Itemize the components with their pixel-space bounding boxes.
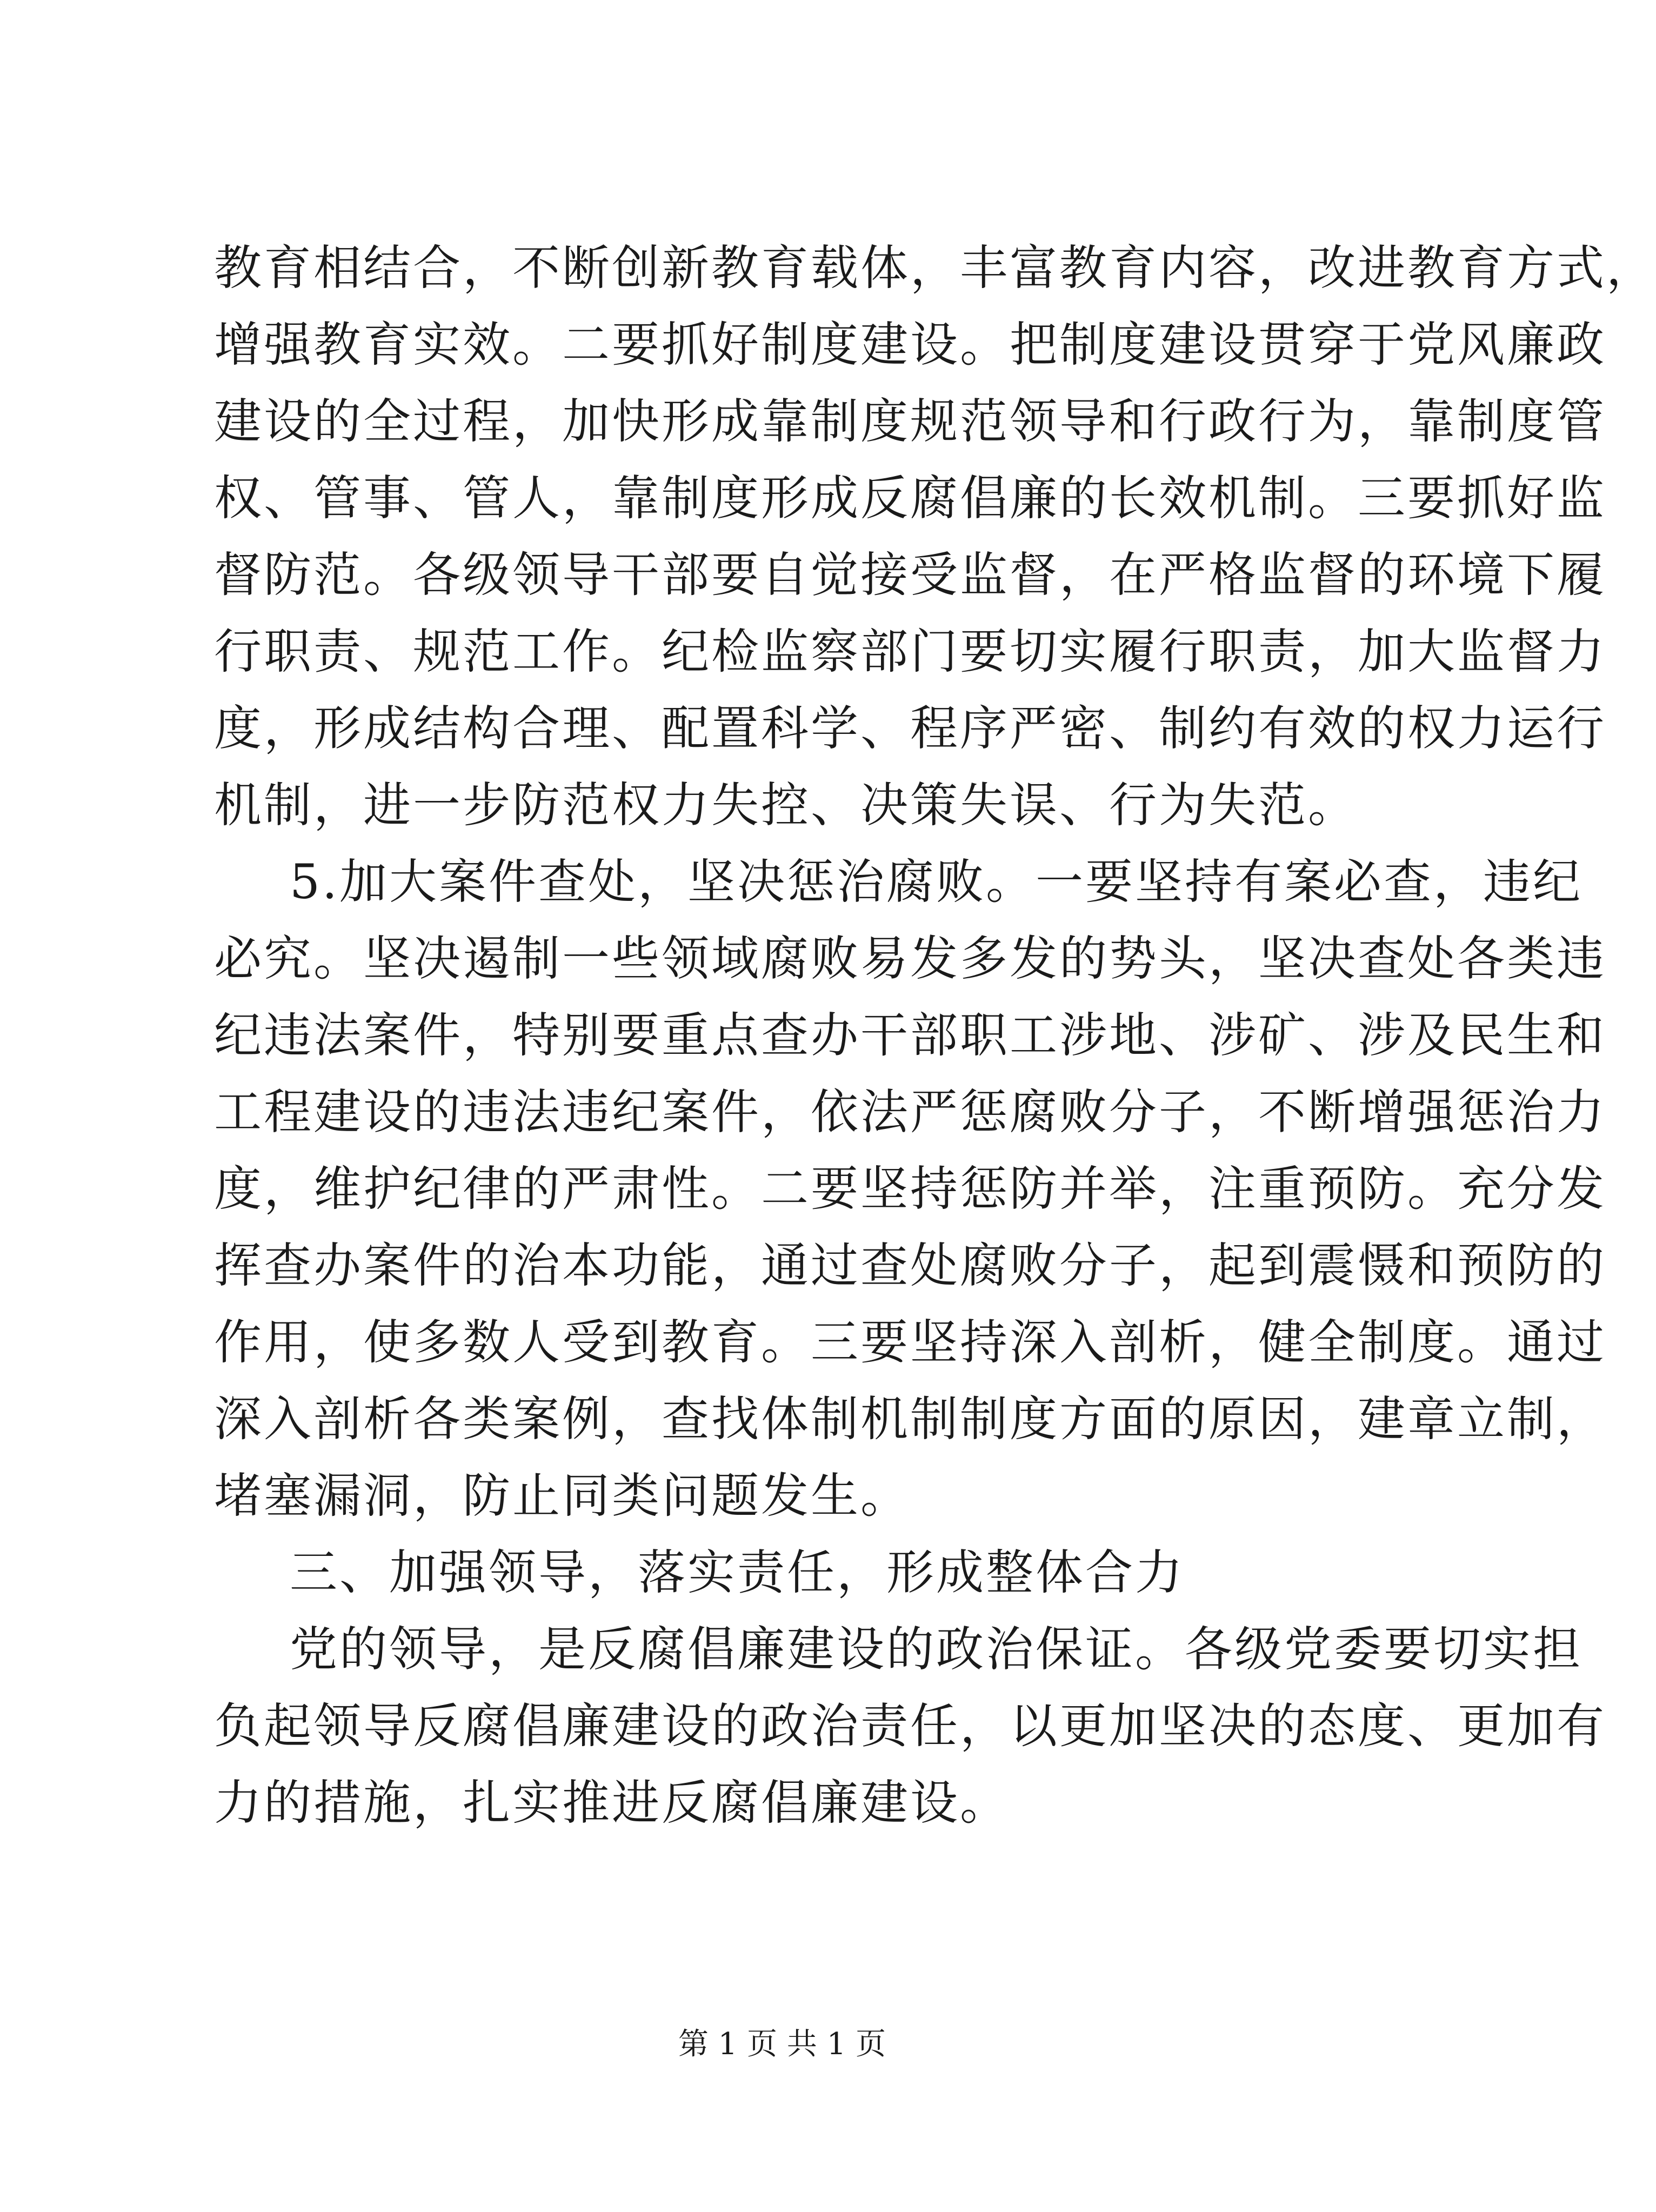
paragraph-2-line-2: 必究。坚决遏制一些领域腐败易发多发的势头，坚决查处各类违 <box>214 931 1607 986</box>
paragraph-2-line-3: 纪违法案件，特别要重点查办干部职工涉地、涉矿、涉及民生和 <box>214 1007 1607 1063</box>
paragraph-4-line-1: 党的领导，是反腐倡廉建设的政治保证。各级党委要切实担 <box>290 1621 1583 1677</box>
paragraph-2-line-8: 深入剖析各类案例，查找体制机制制度方面的原因，建章立制， <box>214 1391 1607 1447</box>
paragraph-1-line-7: 度，形成结构合理、配置科学、程序严密、制约有效的权力运行 <box>214 700 1607 756</box>
paragraph-1-line-1: 教育相结合，不断创新教育载体，丰富教育内容，改进教育方式， <box>214 240 1656 296</box>
paragraph-2-line-9: 堵塞漏洞，防止同类问题发生。 <box>214 1468 911 1523</box>
paragraph-1-line-8: 机制，进一步防范权力失控、决策失误、行为失范。 <box>214 777 1358 833</box>
page-footer: 第 1 页 共 1 页 <box>678 2027 886 2062</box>
paragraph-1-line-6: 行职责、规范工作。纪检监察部门要切实履行职责，加大监督力 <box>214 624 1607 679</box>
paragraph-2-line-7: 作用，使多数人受到教育。三要坚持深入剖析，健全制度。通过 <box>214 1314 1607 1370</box>
paragraph-2-line-5: 度，维护纪律的严肃性。二要坚持惩防并举，注重预防。充分发 <box>214 1161 1607 1217</box>
section-heading: 三、加强领导，落实责任，形成整体合力 <box>290 1545 1185 1600</box>
paragraph-2-line-6: 挥查办案件的治本功能，通过查处腐败分子，起到震慑和预防的 <box>214 1238 1607 1293</box>
paragraph-1-line-3: 建设的全过程，加快形成靠制度规范领导和行政行为，靠制度管 <box>214 393 1607 449</box>
paragraph-4-line-2: 负起领导反腐倡廉建设的政治责任，以更加坚决的态度、更加有 <box>214 1698 1607 1754</box>
paragraph-1-line-5: 督防范。各级领导干部要自觉接受监督，在严格监督的环境下履 <box>214 547 1607 603</box>
paragraph-4-line-3: 力的措施，扎实推进反腐倡廉建设。 <box>214 1775 1010 1830</box>
paragraph-2-line-4: 工程建设的违法违纪案件，依法严惩腐败分子，不断增强惩治力 <box>214 1084 1607 1140</box>
paragraph-2-line-1: 5.加大案件查处，坚决惩治腐败。一要坚持有案必查，违纪 <box>290 854 1582 910</box>
paragraph-1-line-4: 权、管事、管人，靠制度形成反腐倡廉的长效机制。三要抓好监 <box>214 470 1607 526</box>
paragraph-1-line-2: 增强教育实效。二要抓好制度建设。把制度建设贯穿于党风廉政 <box>214 317 1607 372</box>
